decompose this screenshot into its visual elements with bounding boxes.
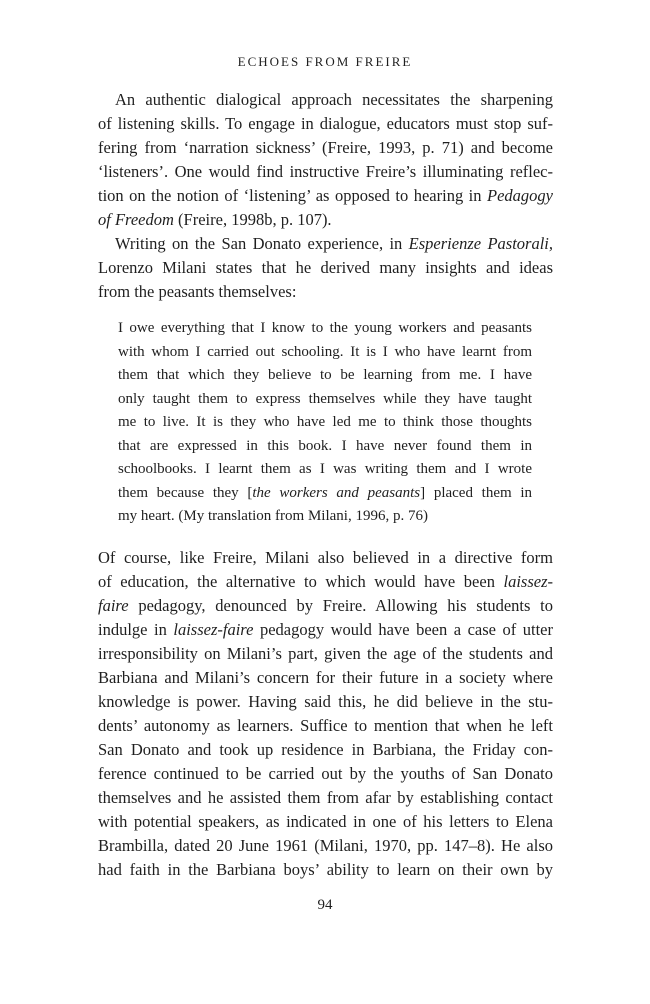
- italic-text: Esperienze Pastorali,: [408, 234, 553, 253]
- text-line: [98, 666, 553, 690]
- text-run: indulge in: [98, 620, 174, 639]
- text-run: pedagogy would have been a case of utter: [253, 620, 553, 639]
- quote-line: [118, 482, 532, 506]
- paragraph-directive-education: [98, 546, 553, 882]
- text-line: [98, 136, 553, 160]
- text-run: of education, the alternative to which would have been: [98, 572, 504, 591]
- text-run: Lorenzo Milani states that he derived many insights and ideas: [98, 258, 553, 277]
- text-line: [98, 88, 553, 112]
- text-run: knowledge is power. Having said this, he did believe in the stu-: [98, 692, 553, 711]
- italic-text: laissez-: [503, 572, 553, 591]
- text-run: (Freire, 1998b, p. 107).: [173, 210, 332, 229]
- quote-line: [118, 317, 532, 341]
- text-run: themselves and he assisted them from afar by establishing contact: [98, 788, 553, 807]
- text-run: Writing on the San Donato experience, in: [115, 234, 409, 253]
- text-run: irresponsibility on Milani’s part, given the age of the students and: [98, 644, 553, 663]
- text-run: Brambilla, dated 20 June 1961 (Milani, 1970, pp. 147–8). He also: [98, 836, 553, 855]
- quote-line: [118, 505, 532, 529]
- italic-text: laissez-faire: [173, 620, 254, 639]
- text-run: only taught them to express themselves while they have taught: [118, 390, 532, 407]
- italic-text: faire: [98, 596, 129, 615]
- text-run: them because they [: [118, 484, 253, 501]
- text-line: [98, 642, 553, 666]
- text-run: San Donato and took up residence in Barbiana, the Friday con-: [98, 740, 553, 759]
- text-run: tion on the notion of ‘listening’ as opposed to hearing in: [98, 186, 488, 205]
- text-run: An authentic dialogical approach necessitates the sharpening: [115, 90, 553, 109]
- text-run: had faith in the Barbiana boys’ ability to learn on their own by: [98, 860, 553, 879]
- text-line: [98, 690, 553, 714]
- text-run: Barbiana and Milani’s concern for their future in a society where: [98, 668, 553, 687]
- block-quote-milani: [118, 317, 532, 529]
- text-line: [98, 738, 553, 762]
- text-run: ference continued to be carried out by the youths of San Donato: [98, 764, 553, 783]
- italic-text: of Freedom: [98, 210, 174, 229]
- text-line: [98, 280, 553, 304]
- text-run: me to live. It is they who have led me to think those thoughts: [118, 414, 532, 430]
- text-run: fering from ‘narration sickness’ (Freire, 1993, p. 71) and become: [98, 138, 553, 157]
- text-line: [98, 834, 553, 858]
- text-line: [98, 786, 553, 810]
- text-line: [98, 810, 553, 834]
- quote-line: [118, 364, 532, 388]
- italic-text: Pedagogy: [487, 186, 553, 205]
- text-line: [98, 594, 553, 618]
- text-line: [98, 546, 553, 570]
- text-line: [98, 618, 553, 642]
- text-line: [98, 208, 553, 232]
- text-run: I owe everything that I know to the young workers and peasants: [118, 320, 532, 336]
- text-run: with whom I carried out schooling. It is I who have learnt from: [118, 343, 532, 360]
- running-head: ECHOES FROM FREIRE: [237, 54, 413, 69]
- quote-line: [118, 388, 532, 412]
- text-line: [98, 232, 553, 256]
- text-line: [98, 762, 553, 786]
- quote-line: [118, 411, 532, 435]
- text-run: ‘listeners’. One would find instructive Freire’s illuminating reflec-: [98, 162, 553, 181]
- text-line: [98, 714, 553, 738]
- text-run: schoolbooks. I learnt them as I was writing them and I wrote: [118, 461, 532, 477]
- text-run: dents’ autonomy as learners. Suffice to mention that when he left: [98, 716, 553, 735]
- quote-line: [118, 435, 532, 459]
- quote-line: [118, 458, 532, 482]
- text-run: Of course, like Freire, Milani also believed in a directive form: [98, 548, 553, 567]
- text-run: that are expressed in this book. I have never found them in: [118, 437, 532, 454]
- italic-text: the workers and peasants: [252, 484, 421, 501]
- text-run: with potential speakers, as indicated in one of his letters to Elena: [98, 812, 553, 831]
- text-run: my heart. (My translation from Milani, 1996, p. 76): [118, 508, 428, 524]
- text-run: them that which they believe to be learning from me. I have: [118, 367, 532, 383]
- text-line: [98, 570, 553, 594]
- paragraph-listening-skills: [98, 88, 553, 232]
- text-run: pedagogy, denounced by Freire. Allowing his students to: [128, 596, 553, 615]
- text-run: ] placed them in: [420, 484, 533, 501]
- paragraph-san-donato: [98, 232, 553, 304]
- quote-line: [118, 341, 532, 365]
- text-line: [98, 112, 553, 136]
- text-line: [98, 184, 553, 208]
- text-line: [98, 858, 553, 882]
- text-run: from the peasants themselves:: [98, 282, 297, 301]
- page-number: 94: [317, 897, 333, 913]
- text-line: [98, 256, 553, 280]
- text-line: [98, 160, 553, 184]
- text-run: of listening skills. To engage in dialogue, educators must stop suf-: [98, 114, 553, 133]
